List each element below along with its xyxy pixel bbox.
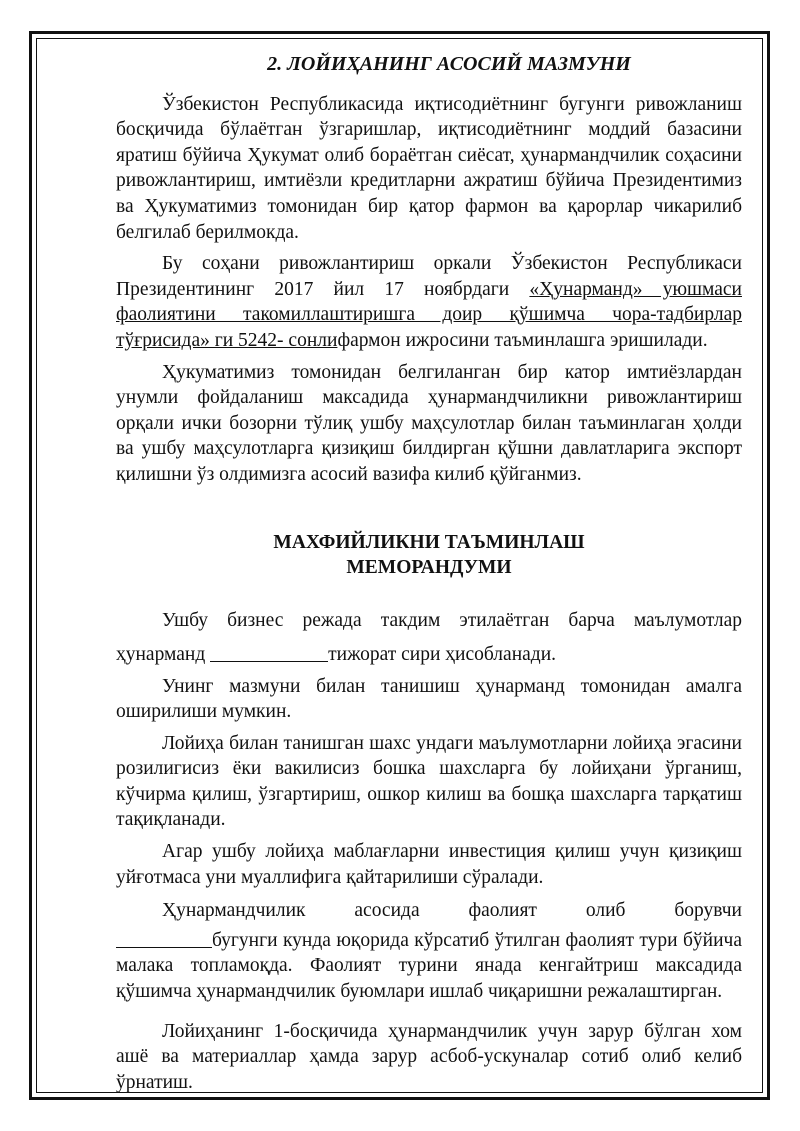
paragraph-2 bbox=[116, 251, 742, 353]
section-heading: 2. ЛОЙИҲАНИНГ АСОСИЙ МАЗМУНИ bbox=[267, 53, 631, 75]
paragraph-2-start: Бу соҳани ривожлантириш оркали Ўзбекистон Республикаси Президентининг 2017 йил 17 ноябрдаги bbox=[116, 253, 742, 300]
memo-paragraph-1-start: Ушбу бизнес режада такдим этилаётган барча маълумотлар ҳунарманд bbox=[116, 609, 742, 665]
memo-5-word-5: борувчи bbox=[674, 900, 742, 922]
memo-paragraph-5-text: бугунги кунда юқорида кўрсатиб ўтилган фаолият тури бўйича малака топламоқда. Фаолият турини янада кенгайтриш максадида қўшимча ҳунармандчилик буюмлари ишлаб чиқаришни режалаштирган. bbox=[116, 929, 742, 1003]
memo-title bbox=[116, 530, 742, 580]
operator-name-blank bbox=[116, 929, 212, 948]
paragraph-2-end: фармон ижросини таъминлашга эришилади. bbox=[337, 329, 708, 351]
decree-reference: «Ҳунарманд» уюшмаси фаолиятини такомиллаштиришга доир қўшимча чора-тадбирлар тўғрисида» ги 5242- сонли bbox=[116, 278, 742, 351]
paragraph-1: Ўзбекистон Республикасида иқтисодиётнинг бугунги ривожланиш босқичида бўлаётган ўзгаришлар, иқтисодиётнинг моддий базасини яратиш бўйича Ҳукумат олиб бораётган сиёсат, ҳунармандчилик соҳасини ривожлантириш, имтиёзли кредитларни ажратиш бўйича Президентимиз ва Ҳукуматимиз томонидан бир қатор фармон ва қарорлар чикарилиб белгилаб берилмокда. bbox=[116, 93, 742, 243]
memo-paragraph-5-first-line bbox=[116, 898, 742, 924]
memo-5-word-1: Ҳунармандчилик bbox=[162, 900, 306, 922]
memo-paragraph-2: Унинг мазмуни билан танишиш ҳунарманд томонидан амалга оширилиши мумкин. bbox=[116, 675, 742, 723]
paragraph-3: Ҳукуматимиз томонидан белгиланган бир катор имтиёзлардан унумли фойдаланиш максадида ҳунармандчиликни ривожлантириш орқали ички бозорни тўлиқ ушбу маҳсулотлар билан таъминлаган ҳолди ва ушбу маҳсулотларга қизиқиш билдирган қўшни давлатларига экспорт қилишни ўз олдимизга асосий вазифа килиб қўйганмиз. bbox=[116, 361, 742, 485]
document-body bbox=[116, 52, 742, 1101]
memo-paragraph-1-end: тижорат сири ҳисобланади. bbox=[328, 643, 557, 665]
memo-paragraph-5-rest bbox=[116, 928, 742, 1005]
memo-5-word-3: фаолият bbox=[468, 900, 537, 922]
memo-5-word-2: асосида bbox=[354, 900, 420, 922]
memo-paragraph-4: Агар ушбу лойиҳа маблағларни инвестиция қилиш учун қизиқиш уйғотмаса уни муаллифига қайтарилиши сўралади. bbox=[116, 841, 742, 888]
memo-title-line-1: МАХФИЙЛИКНИ ТАЪМИНЛАШ bbox=[273, 531, 585, 553]
memo-title-line-2: МЕМОРАНДУМИ bbox=[346, 556, 512, 578]
memo-paragraph-6: Лойиҳанинг 1-босқичида ҳунармандчилик учун зарур бўлган хом ашё ва материаллар ҳамда зарур асбоб-ускуналар сотиб олиб келиб ўрнатиш. bbox=[116, 1020, 742, 1093]
memo-paragraph-1 bbox=[116, 604, 742, 672]
memo-5-word-4: олиб bbox=[585, 900, 626, 922]
artisan-name-blank bbox=[210, 643, 328, 662]
memo-paragraph-3: Лойиҳа билан танишган шахс ундаги маълумотларни лойиҳа эгасини розилигисиз ёки вакилисиз бошка шахсларга бу лойиҳани ўрганиш, кўчирма қилиш, ўзгартириш, ошкор килиш ва бошқа шахсларга тарқатиш тақиқланади. bbox=[116, 732, 742, 831]
